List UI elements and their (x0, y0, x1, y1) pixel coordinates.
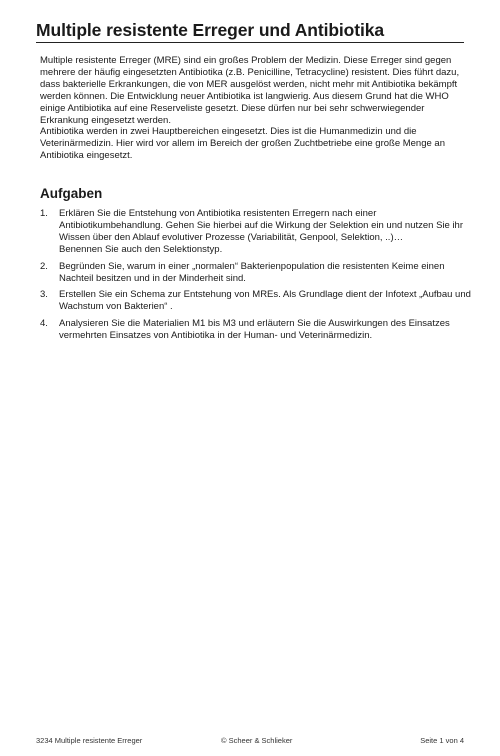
intro-paragraph: Antibiotika werden in zwei Hauptbereichen eingesetzt. Dies ist die Humanmedizin und die Veterinärmedizin. Hier wird vor allem im Bereich der großen Zuchtbetriebe eine große Menge an Antibiotika eingesetzt. (40, 126, 445, 162)
task-text: Begründen Sie, warum in einer „normalen“ Bakterienpopulation die resistenten Keime einen Nachteil besitzen und in der Minderheit sind. (59, 260, 445, 284)
task-text-continued: Benennen Sie auch den Selektionstyp. (59, 243, 223, 255)
intro-text (40, 55, 470, 162)
intro-paragraph: Multiple resistente Erreger (MRE) sind ein großes Problem der Medizin. Diese Erreger sind gegen mehrere der häufig eingesetzten Antibiotika (z.B. Penicilline, Tetracycline) resistent. Dies führt dazu, dass bakterielle Erkrankungen, die von MER ausgelöst werden, nicht mehr mit Antibiotika bekämpft werden können. Die Entwicklung neuer Antibiotika ist langwierig. Aus diesem Grund hat die WHO einige Antibiotika auf eine Reserveliste gesetzt. Diese dürfen nur bei sehr schwerwiegender Erkrankung eingesetzt werden. (40, 55, 460, 126)
task-number: 3. (40, 289, 48, 301)
footer-page-number: Seite 1 von 4 (420, 736, 464, 745)
title-divider (36, 42, 464, 43)
task-text: Analysieren Sie die Materialien M1 bis M3 und erläutern Sie die Auswirkungen des Einsatzes vermehrten Einsatzes von Antibiotika in der Human- und Veterinärmedizin. (59, 318, 450, 342)
page-title: Multiple resistente Erreger und Antibiotika (36, 20, 385, 40)
task-text: Erstellen Sie ein Schema zur Entstehung von MREs. Als Grundlage dient der Infotext „Aufbau und Wachstum von Bakterien“ . (59, 289, 471, 313)
tasks-list (40, 208, 472, 347)
task-item (40, 289, 472, 313)
task-item (40, 208, 472, 256)
footer-document-id: 3234 Multiple resistente Erreger (36, 736, 143, 745)
task-number: 1. (40, 208, 48, 219)
tasks-heading: Aufgaben (40, 186, 103, 201)
task-number: 4. (40, 318, 48, 330)
task-item (40, 261, 472, 285)
task-text: Erklären Sie die Entstehung von Antibiotika resistenten Erregern nach einer Antibiotikumbehandlung. Gehen Sie hierbei auf die Wirkung der Selektion ein und nutzen Sie ihr Wissen über den Ablauf evolutiver Prozesse (Variabilität, Genpool, Selektion, ..)… (59, 208, 464, 243)
task-number: 2. (40, 260, 48, 272)
task-item (40, 318, 472, 342)
footer-copyright: © Scheer & Schlieker (221, 736, 293, 745)
